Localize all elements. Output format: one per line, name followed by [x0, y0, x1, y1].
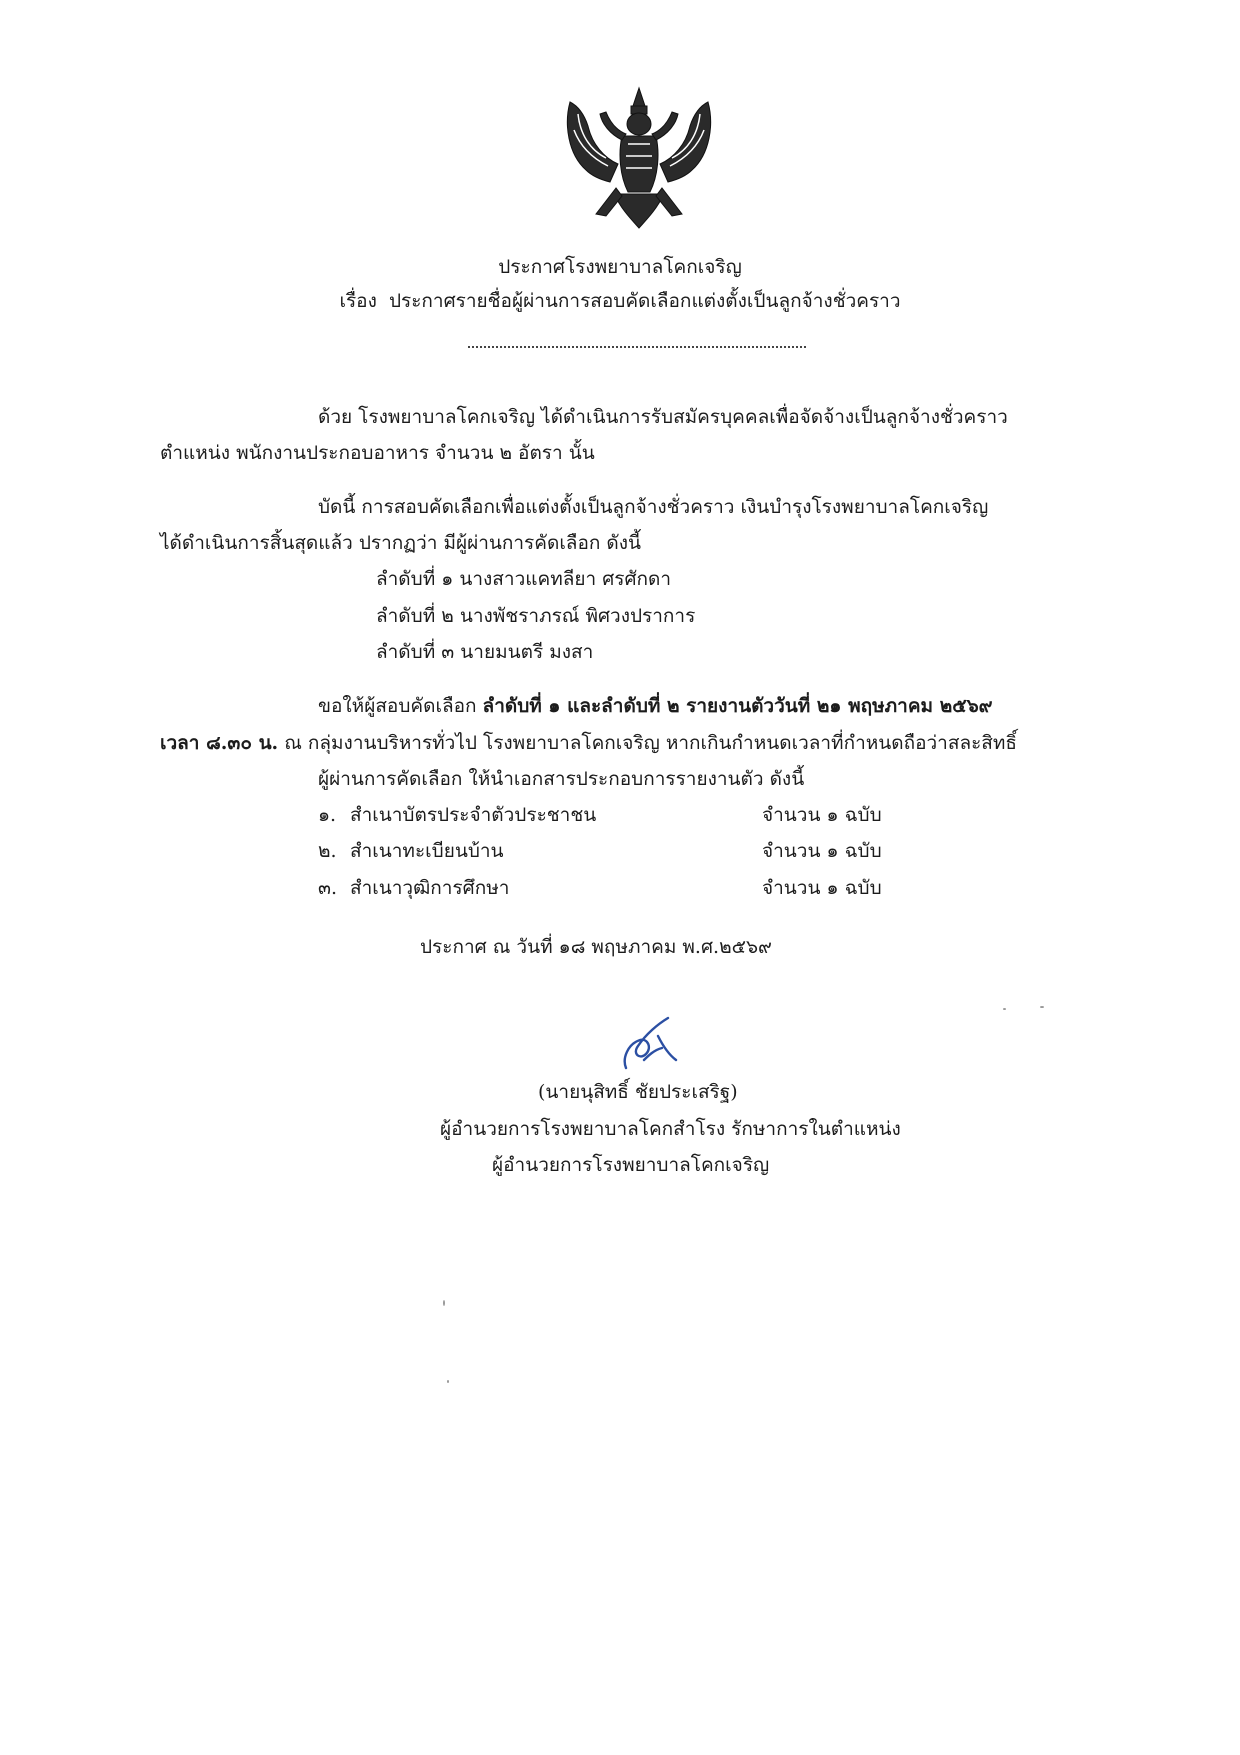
scan-speck — [447, 1380, 449, 1383]
scan-speck — [1040, 1006, 1044, 1008]
candidate-item: ลำดับที่ ๒ นางพัชราภรณ์ พิศวงปราการ — [376, 605, 696, 627]
para1-line2: ตำแหน่ง พนักงานประกอบอาหาร จำนวน ๒ อัตรา นั้น — [160, 442, 595, 464]
document-num: ๓. — [318, 877, 338, 899]
signatory-name: (นายนุสิทธิ์ ชัยประเสริฐ) — [538, 1081, 738, 1103]
para2-line1: บัดนี้ การสอบคัดเลือกเพื่อแต่งตั้งเป็นลูกจ้างชั่วคราว เงินบำรุงโรงพยาบาลโคกเจริญ — [318, 496, 989, 518]
dotted-separator — [468, 346, 806, 348]
document-qty: จำนวน ๑ ฉบับ — [762, 877, 882, 899]
subject-line — [0, 292, 1240, 311]
para3-line2-bold: เวลา ๘.๓๐ น. — [160, 732, 279, 754]
document-num: ๑. — [318, 804, 337, 826]
signatory-title-line2: ผู้อำนวยการโรงพยาบาลโคกเจริญ — [492, 1154, 770, 1176]
document-name: สำเนาบัตรประจำตัวประชาชน — [350, 804, 597, 826]
para2-line2: ได้ดำเนินการสิ้นสุดแล้ว ปรากฏว่า มีผู้ผ่านการคัดเลือก ดังนี้ — [160, 532, 642, 554]
subject-text: ประกาศรายชื่อผู้ผ่านการสอบคัดเลือกแต่งตั้งเป็นลูกจ้างชั่วคราว — [388, 290, 901, 312]
para3-line2 — [160, 734, 1017, 753]
para3-line1-normal: ขอให้ผู้สอบคัดเลือก — [318, 695, 483, 717]
scan-speck — [1003, 1008, 1006, 1010]
org-title: ประกาศโรงพยาบาลโคกเจริญ — [498, 256, 742, 278]
subject-label: เรื่อง — [339, 290, 377, 312]
handwritten-signature-icon — [618, 1014, 684, 1074]
para3-line3: ผู้ผ่านการคัดเลือก ให้นำเอกสารประกอบการรายงานตัว ดังนี้ — [318, 768, 805, 790]
signatory-title-line1: ผู้อำนวยการโรงพยาบาลโคกสำโรง รักษาการในตำแหน่ง — [440, 1118, 901, 1140]
document-name: สำเนาทะเบียนบ้าน — [350, 840, 504, 862]
document-name: สำเนาวุฒิการศึกษา — [350, 877, 510, 899]
document-num: ๒. — [318, 840, 337, 862]
scan-speck — [443, 1300, 445, 1306]
para3-line1 — [318, 697, 993, 716]
candidate-item: ลำดับที่ ๓ นายมนตรี มงสา — [376, 641, 594, 663]
document-qty: จำนวน ๑ ฉบับ — [762, 840, 882, 862]
para1-line1: ด้วย โรงพยาบาลโคกเจริญ ได้ดำเนินการรับสมัครบุคคลเพื่อจัดจ้างเป็นลูกจ้างชั่วคราว — [318, 406, 1008, 428]
candidate-item: ลำดับที่ ๑ นางสาวแคทลียา ศรศักดา — [376, 568, 672, 590]
para3-line1-bold: ลำดับที่ ๑ และลำดับที่ ๒ รายงานตัววันที่ ๒๑ พฤษภาคม ๒๕๖๙ — [482, 695, 993, 717]
garuda-emblem-icon — [562, 84, 716, 234]
announce-date: ประกาศ ณ วันที่ ๑๘ พฤษภาคม พ.ศ.๒๕๖๙ — [420, 936, 772, 958]
document-qty: จำนวน ๑ ฉบับ — [762, 804, 882, 826]
para3-line2-normal: ณ กลุ่มงานบริหารทั่วไป โรงพยาบาลโคกเจริญ หากเกินกำหนดเวลาที่กำหนดถือว่าสละสิทธิ์ — [278, 732, 1018, 754]
